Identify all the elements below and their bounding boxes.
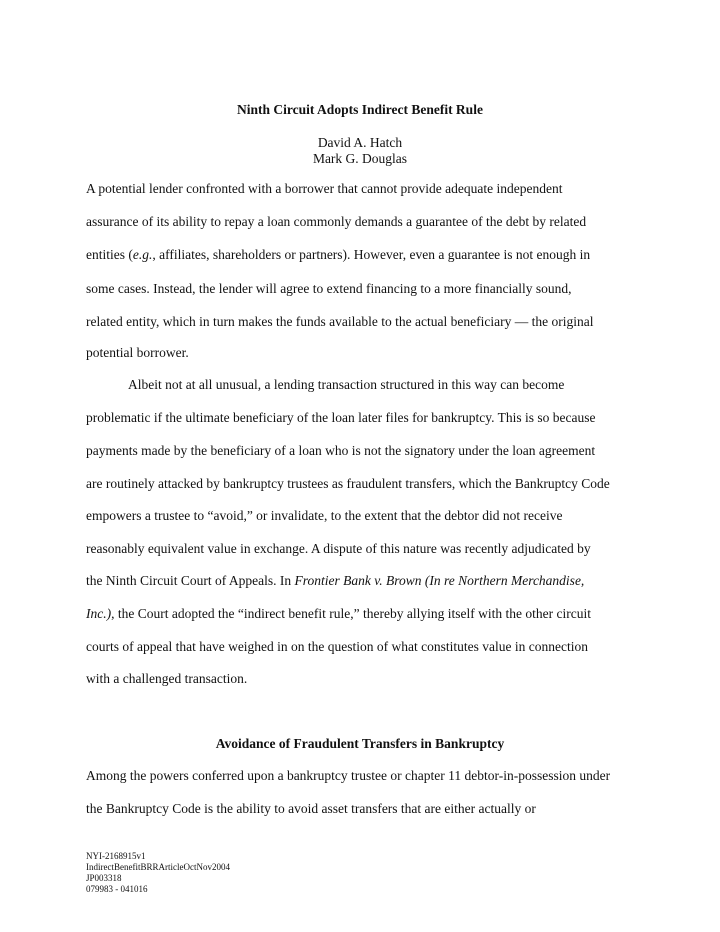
text-run: , the Court adopted the “indirect benefit rule,” thereby allying itself with the other circuit xyxy=(111,606,591,621)
italic-text: e.g. xyxy=(132,247,153,262)
footer-line: 079983 - 041016 xyxy=(86,884,148,894)
footer-line: IndirectBenefitBRRArticleOctNov2004 xyxy=(86,862,230,872)
text-line: related entity, which in turn makes the funds available to the actual beneficiary — the original xyxy=(86,314,594,329)
text-line: Albeit not at all unusual, a lending transaction structured in this way can become xyxy=(128,377,565,392)
case-citation: Inc.) xyxy=(86,606,112,621)
text-line: A potential lender confronted with a borrower that cannot provide adequate independent xyxy=(86,181,563,196)
text-line: empowers a trustee to “avoid,” or invalidate, to the extent that the debtor did not receive xyxy=(86,508,563,523)
footer-line: NYI-2168915v1 xyxy=(86,851,146,861)
text-line: Among the powers conferred upon a bankruptcy trustee or chapter 11 debtor-in-possession under xyxy=(86,768,611,783)
footer-line: JP003318 xyxy=(86,873,122,883)
section-heading: Avoidance of Fraudulent Transfers in Bankruptcy xyxy=(215,736,505,751)
text-line: some cases. Instead, the lender will agree to extend financing to a more financially sound, xyxy=(86,281,572,296)
case-citation: Frontier Bank v. Brown (In re Northern Merchandise, xyxy=(294,573,585,588)
author-name: Mark G. Douglas xyxy=(312,151,408,166)
author-name: David A. Hatch xyxy=(317,135,403,150)
text-line xyxy=(86,573,584,589)
document-footer xyxy=(86,851,230,895)
text-run: , affiliates, shareholders or partners). However, even a guarantee is not enough in xyxy=(152,247,591,262)
text-line: problematic if the ultimate beneficiary of the loan later files for bankruptcy. This is so because xyxy=(86,410,596,425)
text-line: are routinely attacked by bankruptcy trustees as fraudulent transfers, which the Bankruptcy Code xyxy=(86,476,610,491)
text-run: the Ninth Circuit Court of Appeals. In xyxy=(86,573,295,588)
text-line: courts of appeal that have weighed in on the question of what constitutes value in connection xyxy=(86,639,588,654)
text-line: payments made by the beneficiary of a loan who is not the signatory under the loan agreement xyxy=(86,443,596,458)
text-line: potential borrower. xyxy=(86,345,189,360)
text-line xyxy=(86,606,591,622)
text-line: the Bankruptcy Code is the ability to avoid asset transfers that are either actually or xyxy=(86,801,536,816)
text-line xyxy=(86,247,590,263)
text-run: entities ( xyxy=(86,247,133,262)
text-line: assurance of its ability to repay a loan commonly demands a guarantee of the debt by related xyxy=(86,214,587,229)
document-title: Ninth Circuit Adopts Indirect Benefit Rule xyxy=(237,102,483,117)
text-line: reasonably equivalent value in exchange. A dispute of this nature was recently adjudicated by xyxy=(86,541,591,556)
text-line: with a challenged transaction. xyxy=(86,671,248,686)
